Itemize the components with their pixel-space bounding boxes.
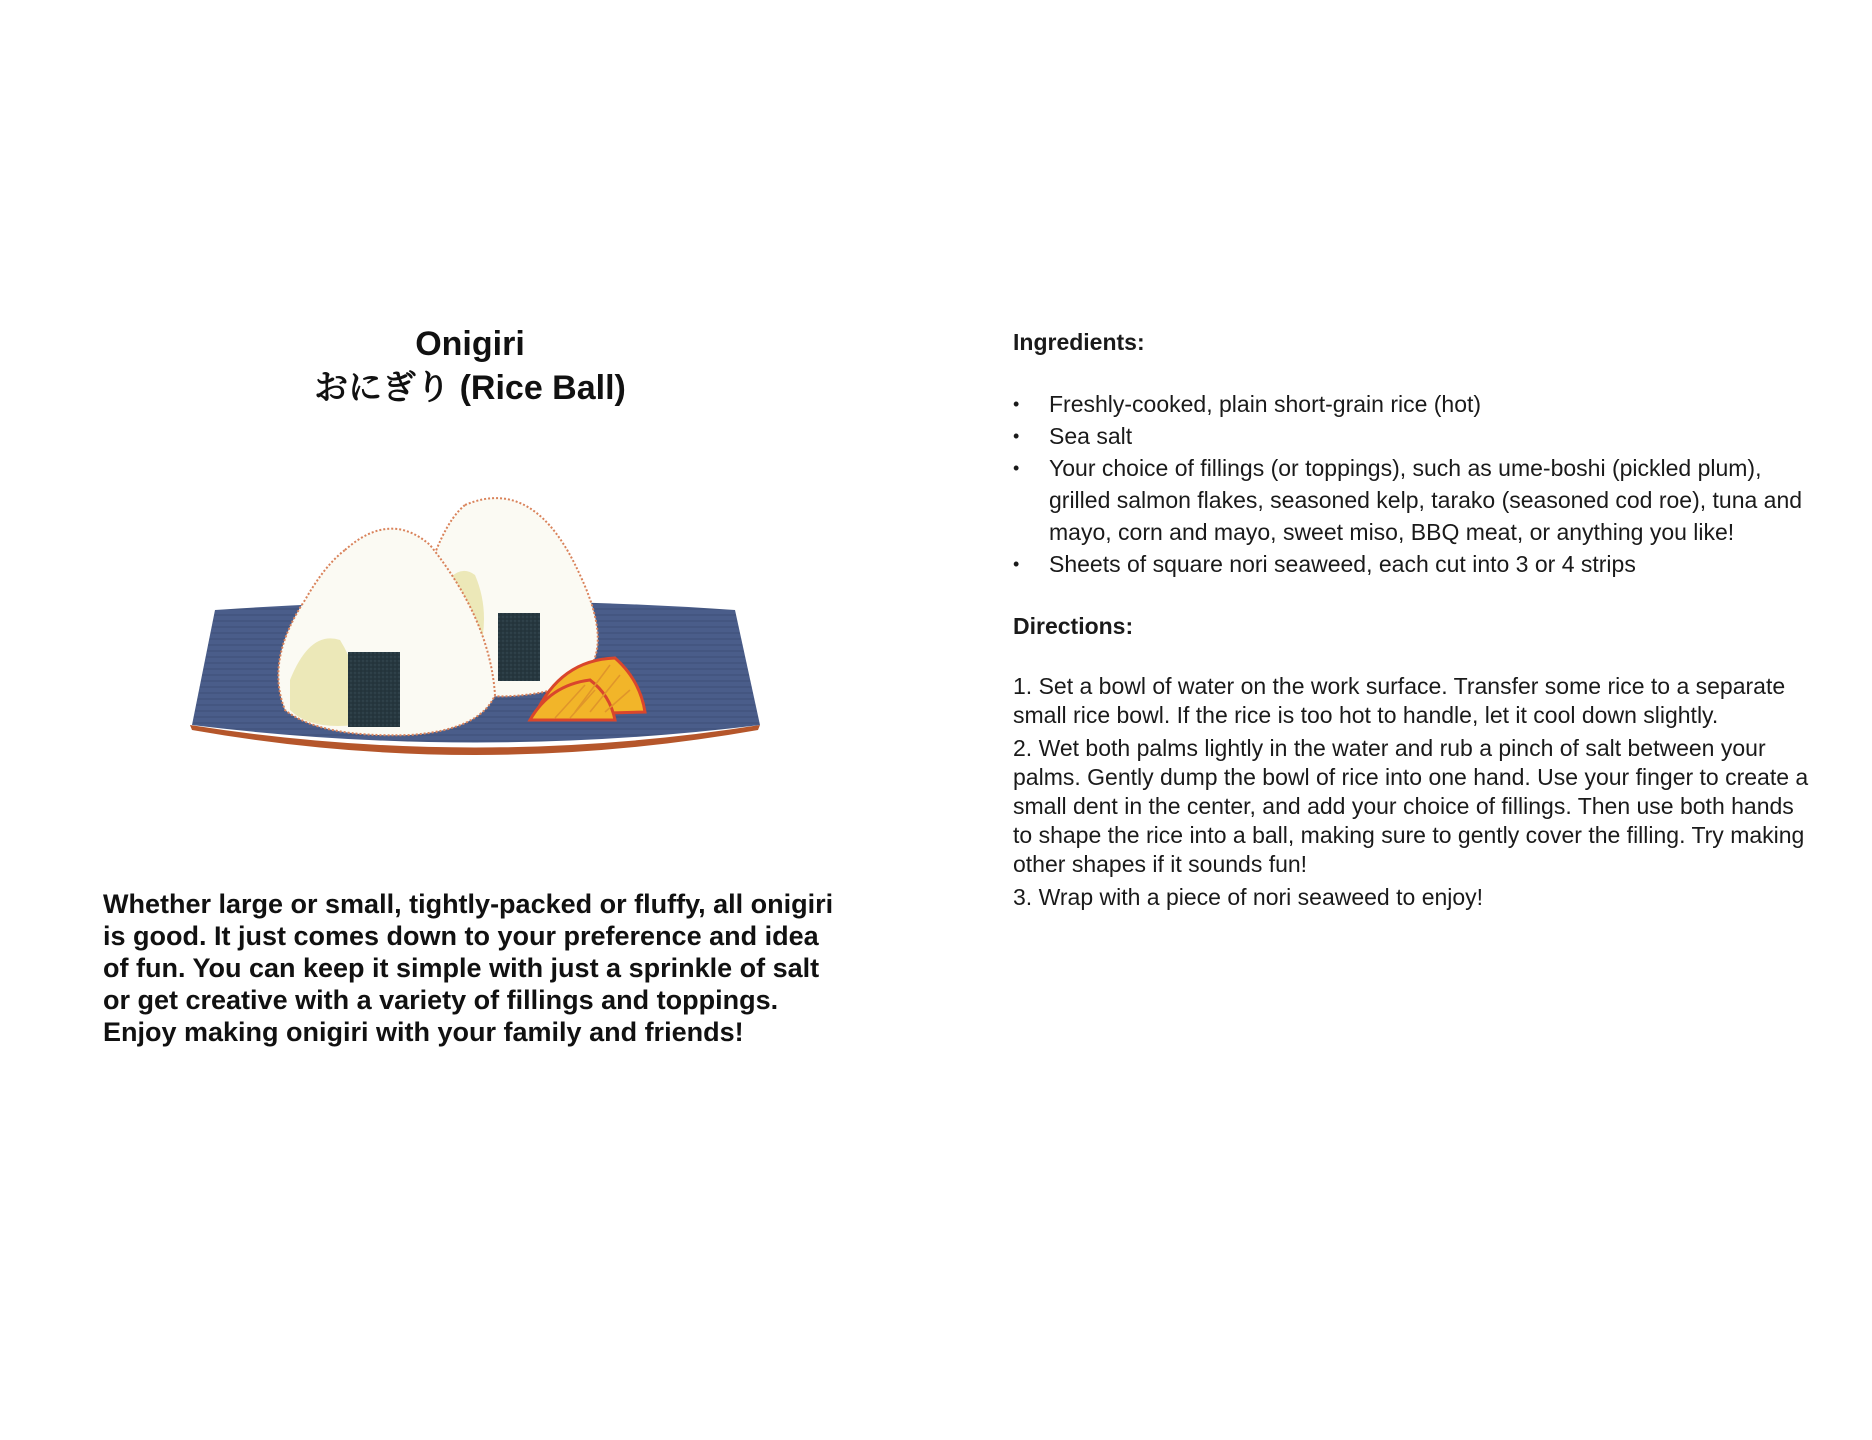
directions-list [1013,672,1813,912]
bullet-icon: • [1013,394,1020,414]
direction-step: 1. Set a bowl of water on the work surface. Transfer some rice to a separate small rice bowl. If the rice is too hot to handle, let it cool down slightly. [1013,673,1786,728]
direction-step: 3. Wrap with a piece of nori seaweed to enjoy! [1013,884,1484,910]
bullet-icon: • [1013,554,1020,574]
ingredients-heading: Ingredients: [1013,329,1145,355]
ingredient-item [1013,548,1813,580]
recipe-details [1013,326,1813,916]
onigiri-illustration [190,480,770,770]
ingredient-item [1013,388,1813,420]
title-japanese: おにぎり (Rice Ball) [314,369,626,407]
intro-paragraph: Whether large or small, tightly-packed or fluffy, all onigiri is good. It just comes down to your preference and idea of fun. You can keep it simple with just a sprinkle of salt or get creative with a variety of fillings and toppings. Enjoy making onigiri with your family and friends! [103,889,834,1047]
recipe-title [230,322,710,410]
ingredient-text: Your choice of fillings (or toppings), such as ume-boshi (pickled plum), grilled salmon flakes, seasoned kelp, tarako (seasoned cod roe), tuna and mayo, corn and mayo, sweet miso, BBQ meat, or anything you like! [1049,455,1803,545]
ingredient-text: Sea salt [1049,423,1133,449]
ingredients-list [1013,388,1813,580]
ingredient-text: Sheets of square nori seaweed, each cut into 3 or 4 strips [1049,551,1636,577]
title-english: Onigiri [415,325,525,363]
bullet-icon: • [1013,458,1020,478]
ingredient-item [1013,452,1813,548]
directions-heading: Directions: [1013,613,1134,639]
bullet-icon: • [1013,426,1020,446]
ingredient-item [1013,420,1813,452]
direction-step: 2. Wet both palms lightly in the water and rub a pinch of salt between your palms. Gently dump the bowl of rice into one hand. Use your finger to create a small dent in the center, and add your choice of fillings. Then use both hands to shape the rice into a ball, making sure to gently cover the filling. Try making other shapes if it sounds fun! [1013,735,1809,877]
ingredient-text: Freshly-cooked, plain short-grain rice (hot) [1049,391,1482,417]
